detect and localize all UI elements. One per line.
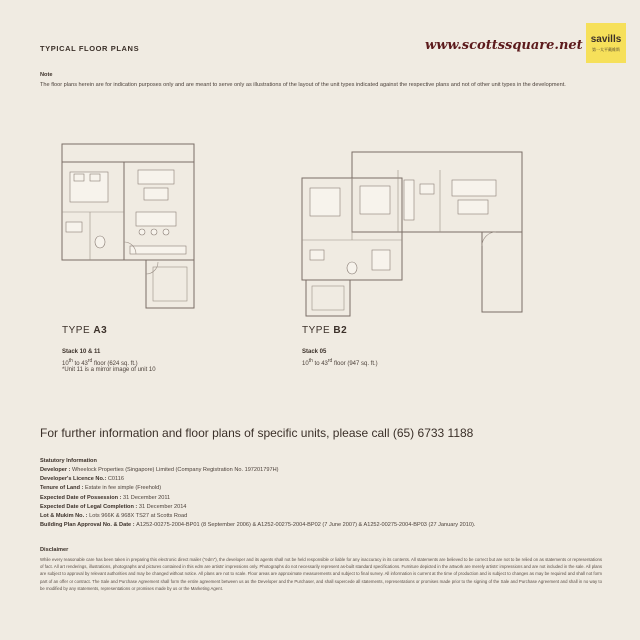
type-a3-label: TYPE A3	[62, 325, 108, 336]
note-heading: Note	[40, 72, 53, 78]
statutory-row: Expected Date of Possession : 31 December 2011	[40, 494, 171, 501]
type-b2-floors: 10th to 43rd floor (947 sq. ft.)	[302, 358, 378, 367]
disclaimer-heading: Disclaimer	[40, 547, 69, 553]
website-link[interactable]: www.scottssquare.net	[425, 38, 583, 53]
savills-logo	[586, 23, 626, 63]
floor-plan-a3-drawing	[60, 142, 220, 314]
contact-callout: For further information and floor plans of specific units, please call (65) 6733 1188	[40, 426, 474, 440]
type-b2-stack: Stack 05	[302, 349, 327, 355]
statutory-information	[40, 458, 600, 530]
type-a3-stack: Stack 10 & 11	[62, 349, 101, 355]
statutory-row: Tenure of Land : Estate in fee simple (Freehold)	[40, 485, 162, 492]
type-b2-label: TYPE B2	[302, 325, 348, 336]
type-a3-note: *Unit 11 is a mirror image of unit 10	[62, 367, 156, 373]
page-title: TYPICAL FLOOR PLANS	[40, 44, 140, 53]
statutory-row: Developer : Wheelock Properties (Singapore) Limited (Company Registration No. 197201797H)	[40, 467, 279, 473]
note-text: The floor plans herein are for indication purposes only and are meant to serve only as illustrations of the layout of the unit types indicated against the respective plans and not of other unit types in the development.	[40, 82, 566, 88]
disclaimer-text: While every reasonable care has been taken in preparing this electronic direct mailer ("edm"), the developer and its agents shall not be held responsible or liable for any inaccuracy in its contents. All statements are believed to be correct but are not to be relied on as statements or representations of fact. All art renderings, illustrations, photographs and pictures contained in this edm are artists' impressions only. Photographs do not necessarily represent as-built standard specifications. Furniture depicted in the artwork are merely artists' impressions and are not included in the sale. All plans are subject to approval by relevant authorities and may be changed without notice. All plans are not to scale. Floor areas are approximate measurements and subject to final survey. All information is current at the time of production and is subject to changes as may be required and shall not form part of an offer or contract. The Sale and Purchase Agreement shall form the entire agreement between us as the Developer and the Purchaser, and shall supercede all statements, representations or promises made prior to the signing of the Sale and Purchase Agreement and shall in no way to be modified by any statements, representations or promises made by us or the Marketing Agent.	[40, 557, 602, 591]
logo-brand: savills	[590, 34, 622, 45]
logo-subtitle: 第一太平戴維斯	[592, 47, 620, 52]
statutory-row: Expected Date of Legal Completion : 31 December 2014	[40, 503, 187, 510]
statutory-heading: Statutory Information	[40, 458, 97, 464]
statutory-row: Lot & Mukim No. : Lots 966K & 968X TS27 at Scotts Road	[40, 513, 188, 520]
type-a3-floors: 10th to 43rd floor (624 sq. ft.)	[62, 358, 138, 367]
floor-plan-b2-drawing	[300, 150, 540, 320]
statutory-row: Developer's Licence No.: C0116	[40, 476, 124, 483]
statutory-row: Building Plan Approval No. & Date : A1252-00275-2004-BP01 (8 September 2006) & A1252-00275-2004-BP02 (7 June 2007) & A1252-00275-2004-BP03 (27 January 2010).	[40, 522, 476, 529]
